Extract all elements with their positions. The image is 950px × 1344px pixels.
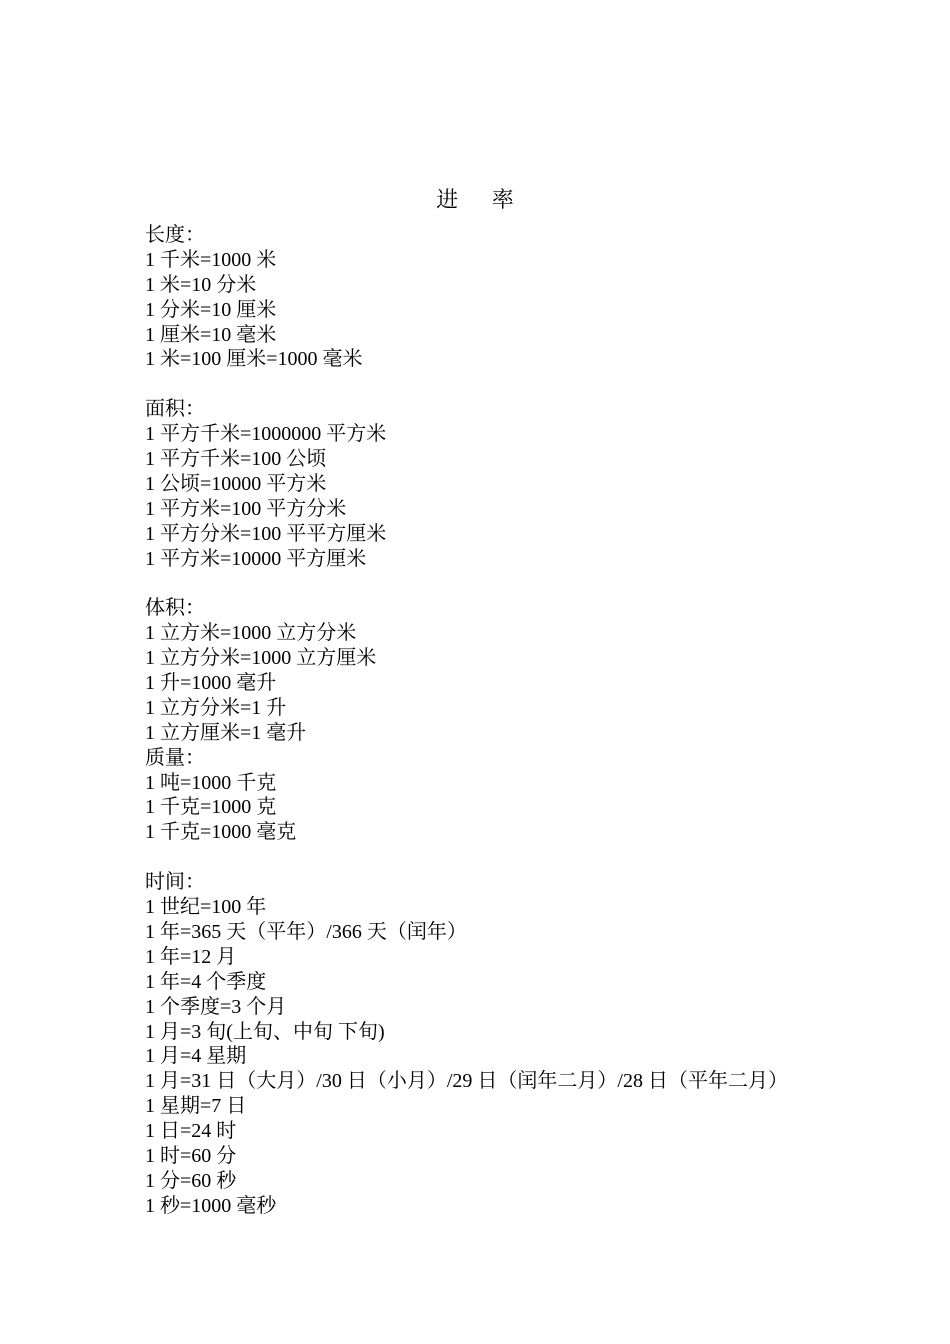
- conversion-line: 1 时=60 分: [145, 1144, 237, 1167]
- conversion-line: 1 星期=7 日: [145, 1095, 247, 1118]
- section-heading: 面积：: [145, 398, 205, 421]
- conversion-line: 1 月=4 星期: [145, 1045, 247, 1068]
- conversion-line: 1 年=4 个季度: [145, 970, 267, 993]
- conversion-line: 1 年=365 天（平年）/366 天（闰年）: [145, 920, 467, 943]
- conversion-line: 1 立方厘米=1 毫升: [145, 721, 307, 744]
- document-body: [145, 223, 865, 1219]
- page-title: 进 率: [436, 187, 528, 212]
- conversion-line: 1 千米=1000 米: [145, 248, 277, 271]
- section-heading: 长度：: [145, 224, 205, 246]
- section-length: [145, 223, 865, 372]
- conversion-line: 1 平方分米=100 平平方厘米: [145, 522, 387, 545]
- section-heading: 质量：: [145, 746, 205, 769]
- conversion-line: 1 分=60 秒: [145, 1169, 237, 1192]
- section-heading: 时间：: [145, 871, 205, 894]
- conversion-line: 1 平方米=10000 平方厘米: [145, 547, 367, 570]
- conversion-line: 1 秒=1000 毫秒: [145, 1194, 277, 1217]
- conversion-line: 1 立方分米=1000 立方厘米: [145, 647, 377, 670]
- section-heading: 体积：: [145, 597, 205, 620]
- conversion-line: 1 世纪=100 年: [145, 896, 267, 919]
- conversion-line: 1 月=3 旬(上旬、中旬 下旬): [145, 1020, 385, 1043]
- conversion-line: 1 立方米=1000 立方分米: [145, 622, 357, 645]
- conversion-line: 1 千克=1000 克: [145, 796, 277, 819]
- conversion-line: 1 年=12 月: [145, 945, 237, 968]
- conversion-line: 1 立方分米=1 升: [145, 696, 287, 719]
- spacer: [145, 571, 865, 596]
- section-volume: [145, 596, 865, 745]
- conversion-line: 1 日=24 时: [145, 1120, 237, 1143]
- conversion-line: 1 平方千米=100 公顷: [145, 448, 327, 471]
- section-area: [145, 397, 865, 571]
- conversion-line: 1 米=10 分米: [145, 273, 257, 296]
- section-time: [145, 870, 865, 1218]
- conversion-line: 1 分米=10 厘米: [145, 298, 277, 321]
- spacer: [145, 845, 865, 870]
- conversion-line: 1 平方千米=1000000 平方米: [145, 423, 387, 446]
- conversion-line: 1 米=100 厘米=1000 毫米: [145, 348, 363, 371]
- conversion-line: 1 平方米=100 平方分米: [145, 497, 347, 520]
- conversion-line: 1 个季度=3 个月: [145, 995, 287, 1018]
- spacer: [145, 372, 865, 397]
- conversion-line: 1 公顷=10000 平方米: [145, 472, 327, 495]
- section-mass: [145, 746, 865, 846]
- conversion-line: 1 升=1000 毫升: [145, 672, 277, 695]
- conversion-line: 1 吨=1000 千克: [145, 771, 277, 794]
- conversion-line: 1 厘米=10 毫米: [145, 323, 277, 346]
- conversion-line: 1 月=31 日（大月）/30 日（小月）/29 日（闰年二月）/28 日（平年二月）: [145, 1070, 788, 1093]
- conversion-line: 1 千克=1000 毫克: [145, 821, 297, 844]
